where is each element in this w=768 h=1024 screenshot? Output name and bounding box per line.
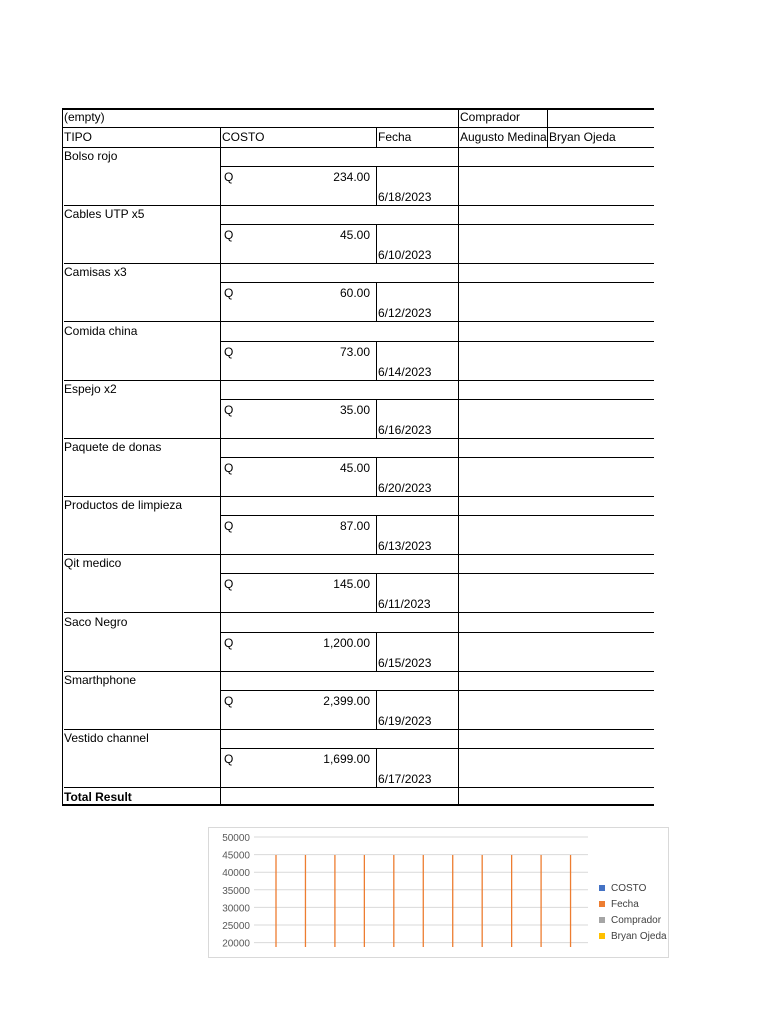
row-currency: Q: [224, 752, 234, 766]
row-fecha: 6/19/2023: [378, 713, 432, 728]
row-currency: Q: [224, 286, 234, 301]
row-bottom-line: [64, 321, 654, 322]
col-buyer2-header: Bryan Ojeda: [549, 130, 616, 144]
row-currency: Q: [224, 519, 234, 534]
row-currency: Q: [224, 693, 234, 708]
row-bottom-line: [64, 205, 654, 206]
col-fecha-divider: [458, 108, 459, 806]
row-costo: 73.00: [339, 344, 370, 359]
legend-swatch: [599, 901, 605, 907]
row-tipo: Espejo x2: [64, 381, 117, 396]
row-costo: 60.00: [339, 286, 370, 301]
top-border: [62, 108, 654, 110]
row-subline: [220, 457, 654, 458]
header-row2-bottom: [62, 147, 654, 148]
row-currency: Q: [224, 228, 234, 243]
row-fecha: 6/20/2023: [378, 481, 432, 495]
row-bottom-line: [64, 263, 654, 264]
row-fecha-divider: [376, 573, 377, 613]
row-bottom-line: [64, 612, 654, 613]
comprador-label: Comprador: [460, 110, 521, 124]
col-tipo-divider: [220, 127, 221, 806]
row-bottom-line: [64, 729, 654, 730]
row-bottom-line: [64, 438, 654, 439]
row-tipo: Productos de limpieza: [64, 498, 183, 513]
y-tick-label: 25000: [222, 921, 250, 932]
header-row1-bottom: [62, 127, 654, 128]
row-tipo: Saco Negro: [64, 614, 128, 629]
row-tipo: Paquete de donas: [64, 440, 162, 454]
row-subline: [220, 399, 654, 400]
row-fecha: 6/17/2023: [378, 772, 432, 786]
row-bottom-line: [64, 496, 654, 497]
row-fecha-divider: [376, 457, 377, 497]
left-border: [62, 108, 63, 806]
row-fecha: 6/15/2023: [378, 655, 432, 670]
col-costo-header: COSTO: [222, 130, 265, 144]
row-bottom-line: [64, 554, 654, 555]
row-tipo: Qit medico: [64, 556, 122, 571]
row-fecha: 6/18/2023: [378, 190, 432, 204]
legend-label: Fecha: [611, 899, 639, 910]
row-subline: [220, 166, 654, 167]
row-currency: Q: [224, 635, 234, 650]
row-subline: [220, 282, 654, 283]
row-subline: [220, 224, 654, 225]
row-fecha-divider: [376, 690, 377, 730]
legend-label: Comprador: [611, 915, 662, 926]
y-tick-label: 30000: [222, 903, 250, 915]
row-fecha: 6/11/2023: [378, 597, 431, 612]
row-tipo: Bolso rojo: [64, 149, 118, 163]
col-tipo-header: TIPO: [64, 130, 93, 144]
row-costo: 45.00: [339, 461, 370, 475]
row-currency: Q: [224, 402, 234, 417]
legend-swatch: [599, 917, 605, 923]
row-bottom-line: [64, 787, 654, 788]
row-bottom-line: [64, 380, 654, 381]
row-costo: 1,699.00: [323, 752, 370, 766]
row-subline: [220, 690, 654, 691]
row-tipo: Vestido channel: [64, 731, 149, 745]
col-buyer-divider: [547, 108, 548, 148]
legend-swatch: [599, 933, 605, 939]
row-fecha-divider: [376, 341, 377, 381]
y-tick-label: 35000: [222, 885, 250, 897]
row-tipo: Comida china: [64, 323, 138, 338]
row-fecha: 6/12/2023: [378, 306, 432, 321]
row-fecha: 6/10/2023: [378, 248, 432, 263]
legend-swatch: [599, 885, 605, 891]
row-subline: [220, 632, 654, 633]
row-subline: [220, 341, 654, 342]
row-subline: [220, 573, 654, 574]
col-buyer1-header: Augusto Medina: [460, 130, 547, 144]
row-tipo: Cables UTP x5: [64, 207, 145, 222]
row-costo: 2,399.00: [323, 693, 370, 708]
row-tipo: Camisas x3: [64, 265, 127, 280]
row-costo: 87.00: [339, 519, 370, 534]
row-subline: [220, 515, 654, 516]
row-tipo: Smarthphone: [64, 672, 137, 687]
legend-label: COSTO: [611, 883, 647, 894]
chart[interactable]: [208, 827, 667, 950]
row-bottom-line: [64, 671, 654, 672]
col-fecha-header: Fecha: [378, 130, 412, 144]
row-costo: 45.00: [339, 228, 370, 243]
row-fecha-divider: [376, 166, 377, 206]
row-fecha-divider: [376, 632, 377, 672]
row-fecha-divider: [376, 748, 377, 788]
row-fecha: 6/16/2023: [378, 422, 432, 437]
row-fecha: 6/14/2023: [378, 364, 432, 379]
row-currency: Q: [224, 344, 234, 359]
row-fecha-divider: [376, 399, 377, 439]
y-tick-label: 45000: [222, 850, 250, 862]
row-fecha-divider: [376, 515, 377, 555]
row-currency: Q: [224, 577, 234, 592]
y-tick-label: 40000: [222, 868, 250, 880]
col-costo-divider: [376, 127, 377, 147]
bottom-border: [62, 804, 654, 806]
row-fecha: 6/13/2023: [378, 539, 432, 554]
row-costo: 35.00: [339, 402, 370, 417]
row-fecha-divider: [376, 224, 377, 264]
row-costo: 234.00: [333, 170, 370, 184]
row-subline: [220, 748, 654, 749]
chart-svg: [208, 827, 667, 950]
row-currency: Q: [224, 170, 234, 184]
row-currency: Q: [224, 461, 234, 475]
row-fecha-divider: [376, 282, 377, 322]
y-tick-label: 50000: [222, 833, 250, 844]
total-result-label: Total Result: [64, 790, 132, 804]
empty-label: (empty): [64, 110, 105, 124]
row-costo: 145.00: [333, 577, 370, 592]
y-tick-label: 20000: [222, 938, 250, 950]
legend-label: Bryan Ojeda: [611, 931, 667, 942]
row-costo: 1,200.00: [323, 635, 370, 650]
